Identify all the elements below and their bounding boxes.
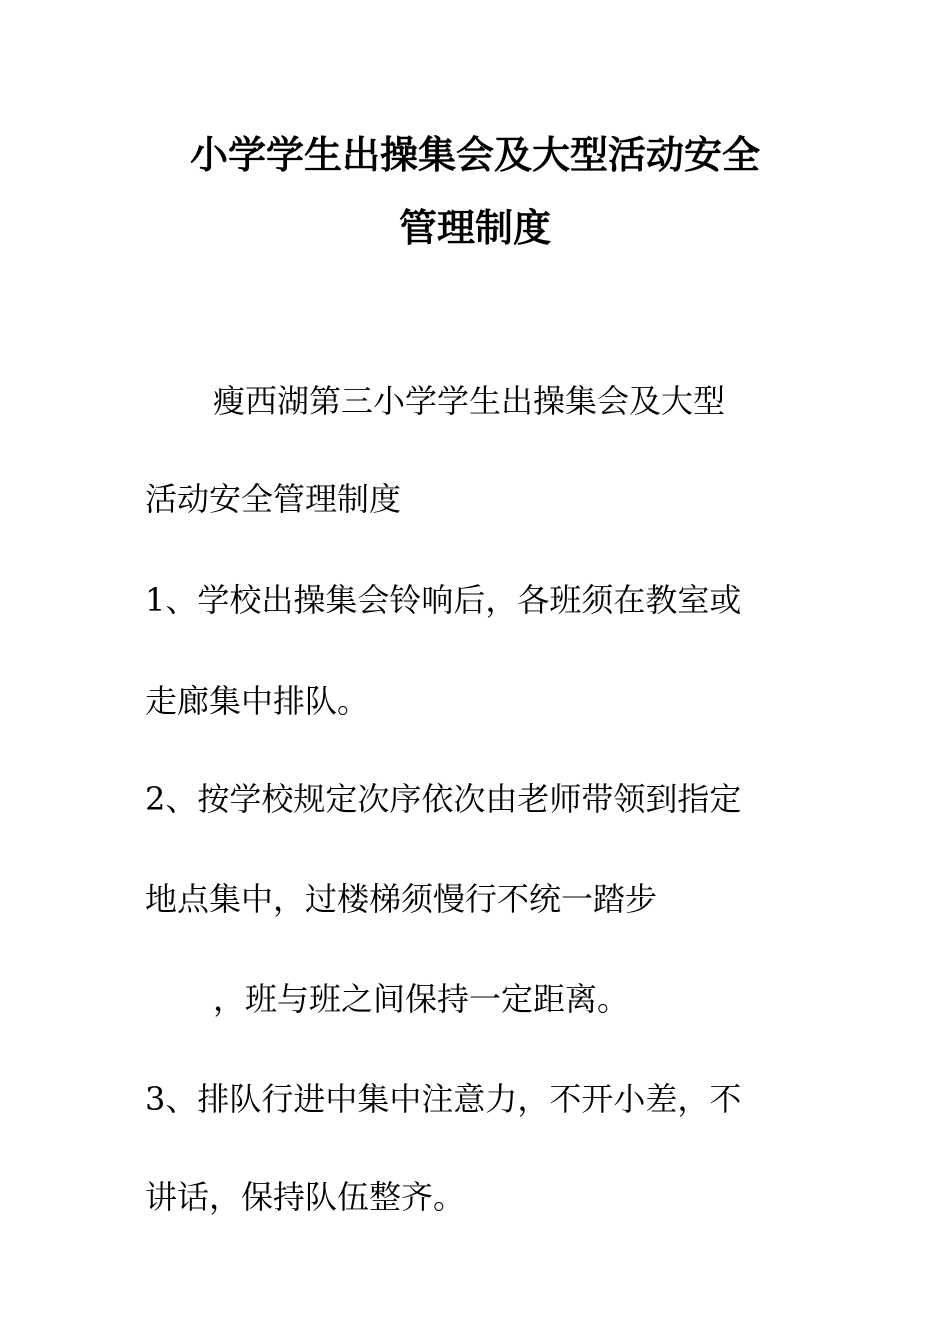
body-line: 地点集中，过楼梯须慢行不统一踏步	[145, 880, 658, 918]
body-line: 走廊集中排队。	[145, 682, 370, 720]
body-line: 讲话，保持队伍整齐。	[145, 1178, 466, 1216]
body-line: 3、排队行进中集中注意力，不开小差，不	[145, 1080, 742, 1118]
body-line: 瘦西湖第三小学学生出操集会及大型	[213, 382, 726, 420]
document-title-line-1: 小学学生出操集会及大型活动安全	[189, 132, 760, 177]
body-line: 活动安全管理制度	[145, 480, 402, 518]
document-title-line-2: 管理制度	[398, 205, 551, 250]
body-line: 2、按学校规定次序依次由老师带领到指定	[145, 780, 742, 818]
body-line: ，班与班之间保持一定距离。	[213, 980, 630, 1018]
body-line: 1、学校出操集会铃响后，各班须在教室或	[145, 581, 742, 619]
